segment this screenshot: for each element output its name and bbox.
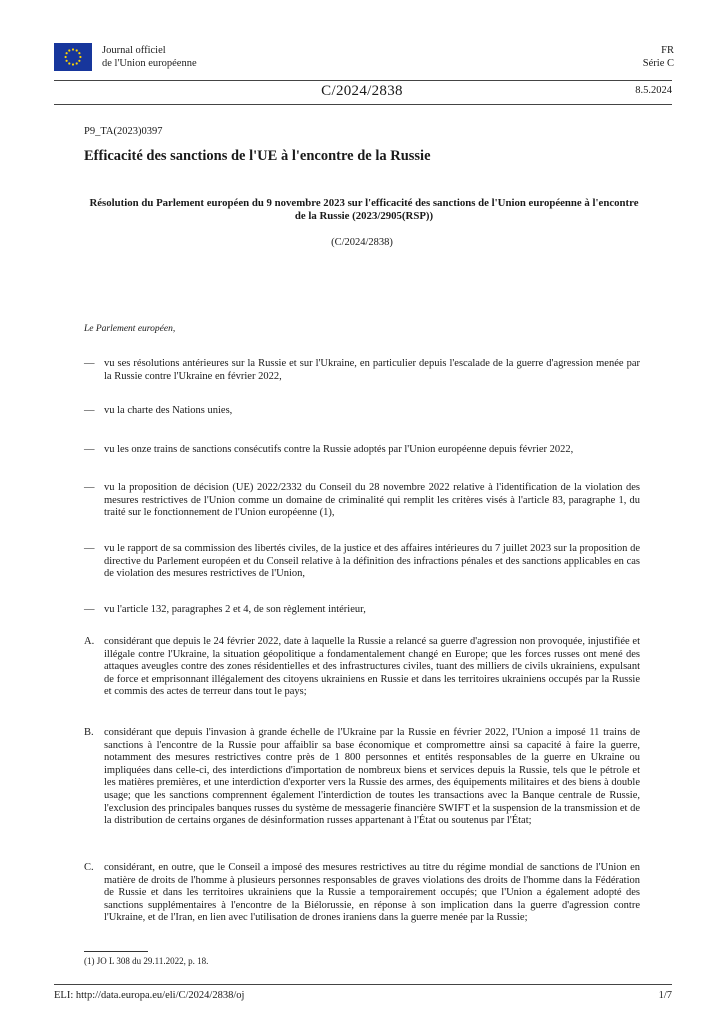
item-text: vu les onze trains de sanctions consécutifs contre la Russie adoptés par l'Union européenne depuis février 2022, (104, 444, 574, 455)
header-rule-bottom (54, 104, 672, 105)
item-text: vu ses résolutions antérieures sur la Russie et sur l'Ukraine, en particulier depuis l'escalade de la guerre d'agression menée par la Russie contre l'Ukraine en février 2022, (104, 358, 640, 382)
eli-link[interactable]: ELI: http://data.europa.eu/eli/C/2024/2838/oj (54, 990, 245, 1001)
journal-header (54, 43, 674, 77)
journal-line-1: Journal officiel (102, 45, 166, 56)
subtitle-number: (C/2024/2838) (331, 237, 393, 248)
citation-item (84, 482, 640, 520)
item-mark: — (84, 543, 95, 554)
document-reference: P9_TA(2023)0397 (84, 126, 163, 137)
document-number: C/2024/2838 (321, 83, 403, 99)
language-code: FR (661, 45, 674, 56)
page-number: 1/7 (658, 990, 672, 1001)
publication-date: 8.5.2024 (635, 85, 672, 96)
footnote: (1) JO L 308 du 29.11.2022, p. 18. (84, 956, 209, 966)
item-mark: — (84, 358, 95, 369)
item-text: vu la charte des Nations unies, (104, 405, 233, 416)
citation-item (84, 604, 640, 617)
intro-line: Le Parlement européen, (84, 324, 176, 334)
item-mark: — (84, 604, 95, 615)
page-title: Efficacité des sanctions de l'UE à l'encontre de la Russie (84, 148, 431, 164)
eu-flag-icon (54, 43, 92, 71)
item-mark: C. (84, 862, 94, 873)
item-mark: B. (84, 727, 94, 738)
journal-line-2: de l'Union européenne (102, 58, 197, 69)
item-text: considérant que depuis l'invasion à grande échelle de l'Ukraine par la Russie en février 2022, l'Union a imposé 11 trains de sanctions à l'encontre de la Russie pour affaiblir sa base économique et compromettre ainsi sa capacité à faire la guerre, notamment des mesures restrictives contre près de 1 800 personnes et entités responsables de la guerre en Ukraine ou impliquées dans celle-ci, des interdictions d'importation de nombreux biens et services depuis la Russie, tels que le pétrole et les matières premières, et une interdiction d'exporter vers la Russie des armes, des équipements militaires et des biens à double usage; que les sanctions comprennent également l'interdiction de toutes les transactions avec la Banque centrale de Russie, l'exclusion des principales banques russes du système de messagerie financière SWIFT et la suspension de la transmission et de la distribution de certains organes de désinformation russes appartenant à l'État ou soutenus par l'État; (104, 727, 640, 827)
item-text: vu le rapport de sa commission des libertés civiles, de la justice et des affaires intérieures du 7 juillet 2023 sur la proposition de directive du Parlement européen et du Conseil relative à la définition des infractions pénales et des sanctions applicables en cas de violation des mesures restrictives de l'Union, (104, 543, 640, 580)
footnote-rule (84, 951, 148, 952)
series-label: Série C (642, 58, 674, 69)
item-mark: A. (84, 636, 95, 647)
journal-name (102, 44, 197, 70)
recital-item (84, 727, 640, 828)
citation-item (84, 405, 640, 418)
recital-item (84, 862, 640, 925)
header-rule (54, 80, 672, 81)
item-mark: — (84, 482, 95, 493)
citation-item (84, 543, 640, 581)
item-mark: — (84, 444, 95, 455)
footer-rule (54, 984, 672, 985)
item-mark: — (84, 405, 95, 416)
language-series (643, 44, 674, 70)
item-text: vu la proposition de décision (UE) 2022/2332 du Conseil du 28 novembre 2022 relative à l'identification de la violation des mesures restrictives de l'Union comme un domaine de criminalité qui remplit les critères visés à l'article 83, paragraphe 1, du traité sur le fonctionnement de l'Union européenne (1), (104, 482, 640, 519)
recital-item (84, 636, 640, 699)
citation-item (84, 444, 640, 457)
item-text: considérant, en outre, que le Conseil a imposé des mesures restrictives au titre du régime mondial de sanctions de l'Union en matière de droits de l'homme à plusieurs personnes responsables de graves violations des droits de l'homme dans la Fédération de Russie et dans les territoires ukrainiens que la Russie a temporairement occupés; que l'Union a également adopté des sanctions supplémentaires à l'encontre de la Biélorussie, en réponse à son implication dans la guerre d'agression contre l'Ukraine, et de l'Iran, en lien avec l'utilisation de drones iraniens dans la guerre menée par la Russie; (104, 862, 640, 924)
item-text: vu l'article 132, paragraphes 2 et 4, de son règlement intérieur, (104, 604, 366, 615)
item-text: considérant que depuis le 24 février 2022, date à laquelle la Russie a relancé sa guerre d'agression non provoquée, injustifiée et illégale contre l'Ukraine, la situation géopolitique a fondamentalement changé en Europe; que les forces russes ont mené des attaques aveugles contre des zones résidentielles et des infrastructures civiles, tuant des milliers de civils ukrainiens, expulsant de force et emprisonnant illégalement des citoyens ukrainiens en Russie et dans les territoires ukrainiens occupés par la Russie et commis des actes de terreur dans tout le pays; (104, 636, 640, 698)
resolution-subtitle: Résolution du Parlement européen du 9 novembre 2023 sur l'efficacité des sanctions de l'Union européenne à l'encontre de la Russie (2023/2905(RSP)) (89, 197, 639, 222)
citation-item (84, 358, 640, 383)
